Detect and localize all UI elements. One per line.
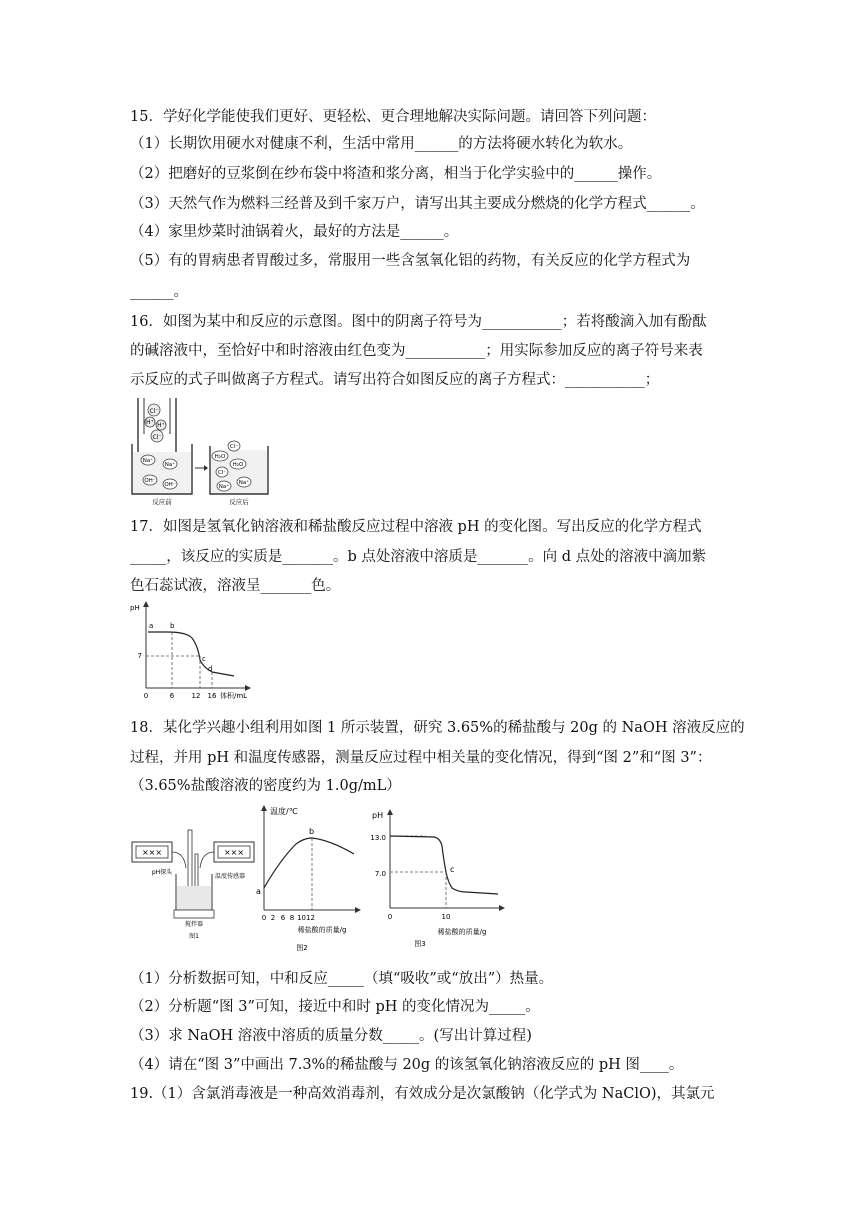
ion-before-2: Na⁺ [164,462,176,468]
ph-probe-label: pH探头 [151,869,173,876]
ion-after-6: Na⁺ [238,480,250,486]
q15-part2: （2）把磨好的豆浆倒在纱布袋中将渣和浆分离，相当于化学实验中的______操作。 [130,166,662,182]
ph-change-chart [128,598,258,712]
ion-top-1: Cl⁻ [149,408,159,415]
ion-after-1: Cl⁻ [229,444,239,450]
q18-part2: （2）分析题“图 3”可知，接近中和时 pH 的变化情况为_____。 [130,999,540,1015]
fig2-xlabel: 稀盐酸的质量/g [297,926,347,934]
temp-meter-display: ××× [223,848,245,857]
ion-after-2: H₂O [214,454,226,460]
fig2-tick-0: 0 [261,914,267,922]
temperature-chart [252,800,364,958]
fig3-xtick-10: 10 [441,913,451,921]
ion-after-5: Na⁺ [218,484,230,490]
q16-line2: 的碱溶液中，至恰好中和时溶液由红色变为___________；用实际参加反应的离子符号来表 [130,343,703,359]
q15-part5-blank: ______。 [130,284,188,300]
fig2-point-a: a [256,887,261,896]
fig3-point-c: c [450,865,455,874]
fig2-caption: 图2 [296,944,308,952]
ion-after-4: Cl⁻ [217,470,227,476]
neutralization-diagram [128,394,278,510]
fig2-tick-1012: 1012 [297,914,315,922]
ion-after-3: H₂O [232,462,244,468]
chart17-tick-16: 16 [207,692,217,700]
ph-chart [366,806,506,956]
q15-part1: （1）长期饮用硬水对健康不利，生活中常用______的方法将硬水转化为软水。 [130,136,633,152]
fig3-ylabel: pH [372,811,384,820]
fig2-point-b: b [309,827,315,836]
fig3-ytick-13: 13.0 [370,834,386,842]
q17-line3: 色石蕊试液，溶液呈_______色。 [130,578,341,594]
caption-after: 反应后 [229,498,249,506]
q15-part3: （3）天然气作为燃料三经普及到千家万户，请写出其主要成分燃烧的化学方程式______。 [130,196,705,212]
apparatus-figure [128,820,256,944]
q18-part3: （3）求 NaOH 溶液中溶质的质量分数_____。(写出计算过程) [130,1028,532,1044]
q18-part1: （1）分析数据可知，中和反应_____（填“吸收”或“放出”）热量。 [130,971,554,987]
chart17-y7: 7 [137,652,142,660]
chart17-tick-0: 0 [143,692,149,700]
q16-line3: 示反应的式子叫做离子方程式。请写出符合如图反应的离子方程式：___________； [130,372,660,388]
fig3-caption: 图3 [414,940,426,948]
fig2-tick-6: 6 [280,914,286,922]
q18-line1: 18．某化学兴趣小组利用如图 1 所示装置，研究 3.65%的稀盐酸与 20g 的 NaOH 溶液反应的 [130,720,745,736]
q15-part4: （4）家里炒菜时油锅着火，最好的方法是______。 [130,224,459,240]
ion-top-2: H⁺ [146,419,154,426]
q18-part4: （4）请在“图 3”中画出 7.3%的稀盐酸与 20g 的该氢氧化钠溶液反应的 pH 图____。 [130,1057,684,1073]
fig3-xtick-0: 0 [387,913,393,921]
q18-line2: 过程，并用 pH 和温度传感器，测量反应过程中相关量的变化情况，得到“图 2”和“图 3”： [130,750,712,766]
q18-line3: （3.65%盐酸溶液的密度约为 1.0g/mL） [130,778,401,794]
fig2-ylabel: 温度/℃ [270,807,298,816]
chart17-tick-6: 6 [169,692,175,700]
chart17-tick-12: 12 [191,692,201,700]
ion-top-3: H⁺ [157,422,165,429]
chart17-point-d: d [208,665,213,673]
q15-stem: 15．学好化学能使我们更好、更轻松、更合理地解决实际问题。请回答下列问题： [130,109,656,125]
ion-top-4: Cl⁻ [152,434,162,441]
fig3-xlabel: 稀盐酸的质量/g [437,928,487,936]
chart17-point-b: b [170,622,175,630]
chart17-point-c: c [202,655,206,663]
chart17-xlabel: 体积/mL [220,692,248,700]
fig2-tick-2: 2 [270,914,276,922]
q15-part5: （5）有的胃病患者胃酸过多，常服用一些含氢氧化铝的药物，有关反应的化学方程式为 [130,253,691,269]
ion-before-1: Na⁺ [142,458,154,464]
chart17-point-a: a [149,622,154,630]
fig3-ytick-7: 7.0 [374,870,386,878]
q19-line1: 19.（1）含氯消毒液是一种高效消毒剂，有效成分是次氯酸钠（化学式为 NaClO)，其氯元 [130,1086,715,1102]
caption-before: 反应前 [152,498,172,506]
fig2-tick-8: 8 [289,914,295,922]
q17-line2: _____，该反应的实质是_______。b 点处溶液中溶质是_______。向 d 点处的溶液中滴加紫 [130,549,707,565]
stirrer-label: 搅拌器 [184,921,204,928]
ph-meter-display: ××× [141,848,163,857]
q16-line1: 16．如图为某中和反应的示意图。图中的阴离子符号为___________；若将酸滴入加有酚酞 [130,314,707,330]
temp-sensor-label: 温度传感器 [214,873,246,880]
fig1-caption: 图1 [189,933,199,940]
ion-before-4: OH⁻ [164,482,176,488]
ion-before-3: OH⁻ [144,478,156,484]
q17-line1: 17．如图是氢氧化钠溶液和稀盐酸反应过程中溶液 pH 的变化图。写出反应的化学方程式 [130,519,702,535]
chart17-ylabel: pH [130,604,140,612]
